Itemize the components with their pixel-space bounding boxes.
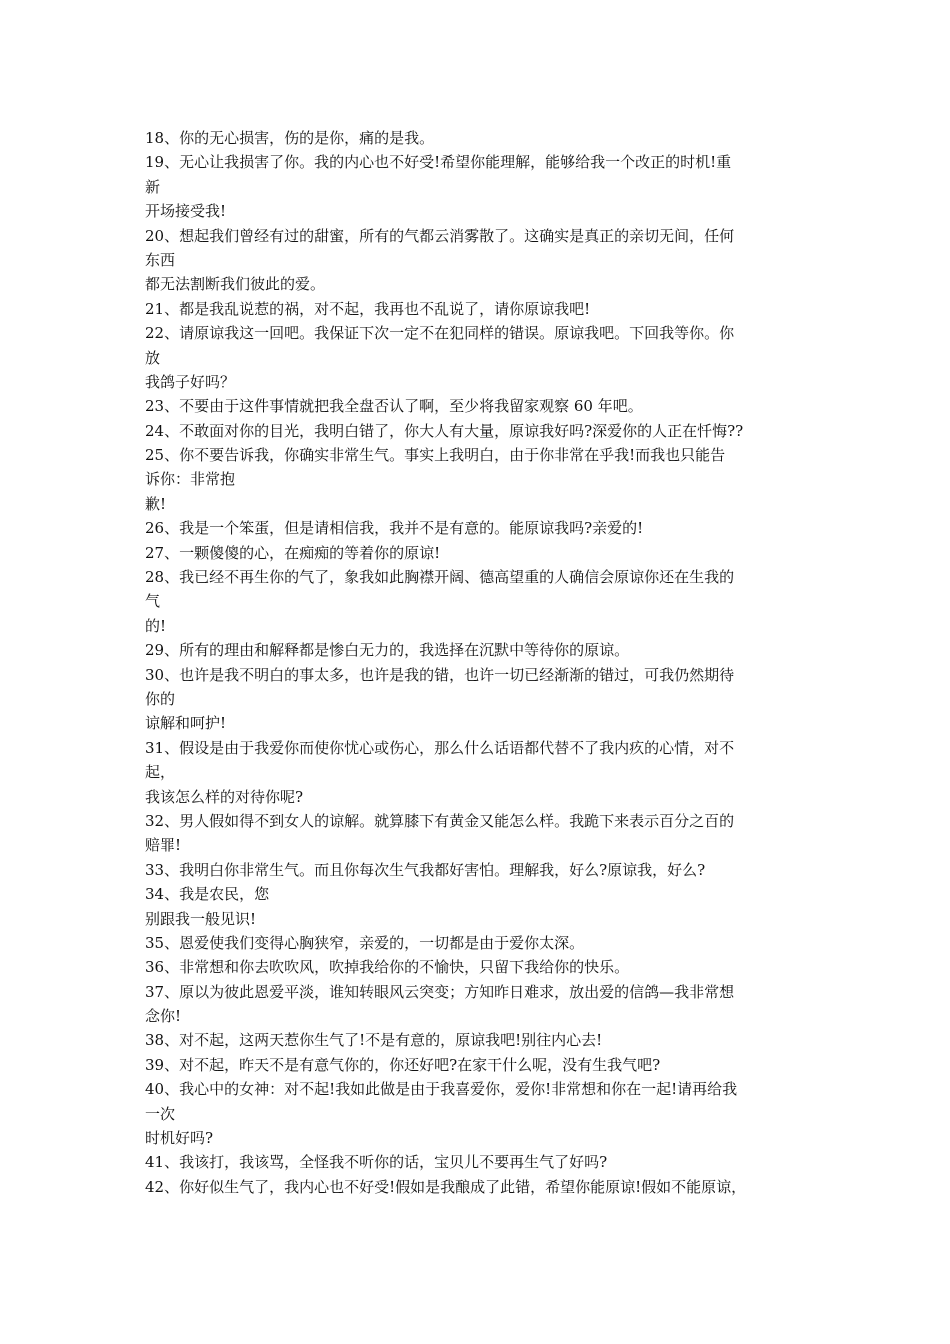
text-line: 28、我已经不再生你的气了，象我如此胸襟开阔、德高望重的人确信会原谅你还在生我的	[145, 568, 735, 587]
text-line: 41、我该打，我该骂，全怪我不听你的话，宝贝儿不要再生气了好吗?	[145, 1153, 608, 1172]
text-line: 25、你不要告诉我，你确实非常生气。事实上我明白，由于你非常在乎我!而我也只能告	[145, 446, 726, 465]
text-line: 起，	[145, 763, 176, 782]
text-line: 23、不要由于这件事情就把我全盘否认了啊，至少将我留家观察 60 年吧。	[145, 397, 643, 416]
text-line: 时机好吗?	[145, 1129, 214, 1148]
text-line: 32、男人假如得不到女人的谅解。就算膝下有黄金又能怎么样。我跪下来表示百分之百的	[145, 811, 735, 830]
text-line: 念你!	[145, 1007, 182, 1026]
text-line: 29、所有的理由和解释都是惨白无力的，我选择在沉默中等待你的原谅。	[145, 641, 630, 660]
text-line: 歉!	[145, 494, 167, 513]
text-line: 放	[145, 348, 161, 367]
text-line: 40、我心中的女神：对不起!我如此做是由于我喜爱你，爱你!非常想和你在一起!请再给我	[145, 1080, 738, 1099]
text-line: 36、非常想和你去吹吹风，吹掉我给你的不愉快，只留下我给你的快乐。	[145, 958, 630, 977]
text-line: 都无法割断我们彼此的爱。	[145, 275, 326, 294]
text-line: 19、无心让我损害了你。我的内心也不好受!希望你能理解，能够给我一个改正的时机!重	[145, 153, 732, 172]
text-line: 26、我是一个笨蛋，但是请相信我，我并不是有意的。能原谅我吗?亲爱的!	[145, 519, 644, 538]
text-line: 赔罪!	[145, 836, 182, 855]
text-line: 35、恩爱使我们变得心胸狭窄，亲爱的，一切都是由于爱你太深。	[145, 933, 585, 952]
text-line: 诉你：非常抱	[145, 470, 236, 489]
text-line: 21、都是我乱说惹的祸，对不起，我再也不乱说了，请你原谅我吧!	[145, 299, 591, 318]
text-line: 42、你好似生气了，我内心也不好受!假如是我酿成了此错，希望你能原谅!假如不能原谅，	[145, 1177, 747, 1196]
text-line: 东西	[145, 250, 176, 269]
text-line: 一次	[145, 1104, 176, 1123]
text-line: 27、一颗傻傻的心，在痴痴的等着你的原谅!	[145, 543, 441, 562]
text-line: 我鸽子好吗？	[145, 372, 236, 391]
text-line: 31、假设是由于我爱你而使你忧心或伤心，那么什么话语都代替不了我内疚的心情，对不	[145, 738, 735, 757]
text-line: 24、不敢面对你的目光，我明白错了，你大人有大量，原谅我好吗?深爱你的人正在忏悔??	[145, 421, 744, 440]
text-line: 18、你的无心损害，伤的是你，痛的是我。	[145, 129, 435, 147]
text-line: 39、对不起，昨天不是有意气你的，你还好吧?在家干什么呢，没有生我气吧?	[145, 1055, 661, 1074]
text-line: 37、原以为彼此恩爱平淡，谁知转眼风云突变；方知昨日难求，放出爱的信鸽—我非常想	[145, 982, 735, 1001]
document-body	[145, 126, 815, 1199]
text-line: 别跟我一般见识!	[145, 909, 257, 928]
text-line: 20、想起我们曾经有过的甜蜜，所有的气都云消雾散了。这确实是真正的亲切无间，任何	[145, 226, 735, 245]
text-line: 气	[145, 592, 161, 611]
text-line: 开场接受我!	[145, 202, 227, 221]
text-line: 我该怎么样的对待你呢?	[145, 787, 304, 806]
text-line: 22、请原谅我这一回吧。我保证下次一定不在犯同样的错误。原谅我吧。下回我等你。你	[145, 324, 735, 343]
text-line: 你的	[145, 689, 176, 708]
text-line: 33、我明白你非常生气。而且你每次生气我都好害怕。理解我，好么?原谅我，好么?	[145, 860, 706, 879]
text-line: 新	[145, 177, 161, 196]
text-line: 谅解和呵护!	[145, 714, 227, 733]
text-line: 30、也许是我不明白的事太多，也许是我的错，也许一切已经渐渐的错过，可我仍然期待	[145, 665, 735, 684]
text-line: 的!	[145, 616, 167, 635]
text-line: 38、对不起，这两天惹你生气了!不是有意的，原谅我吧!别往内心去!	[145, 1031, 603, 1050]
text-line: 34、我是农民，您	[145, 885, 270, 904]
